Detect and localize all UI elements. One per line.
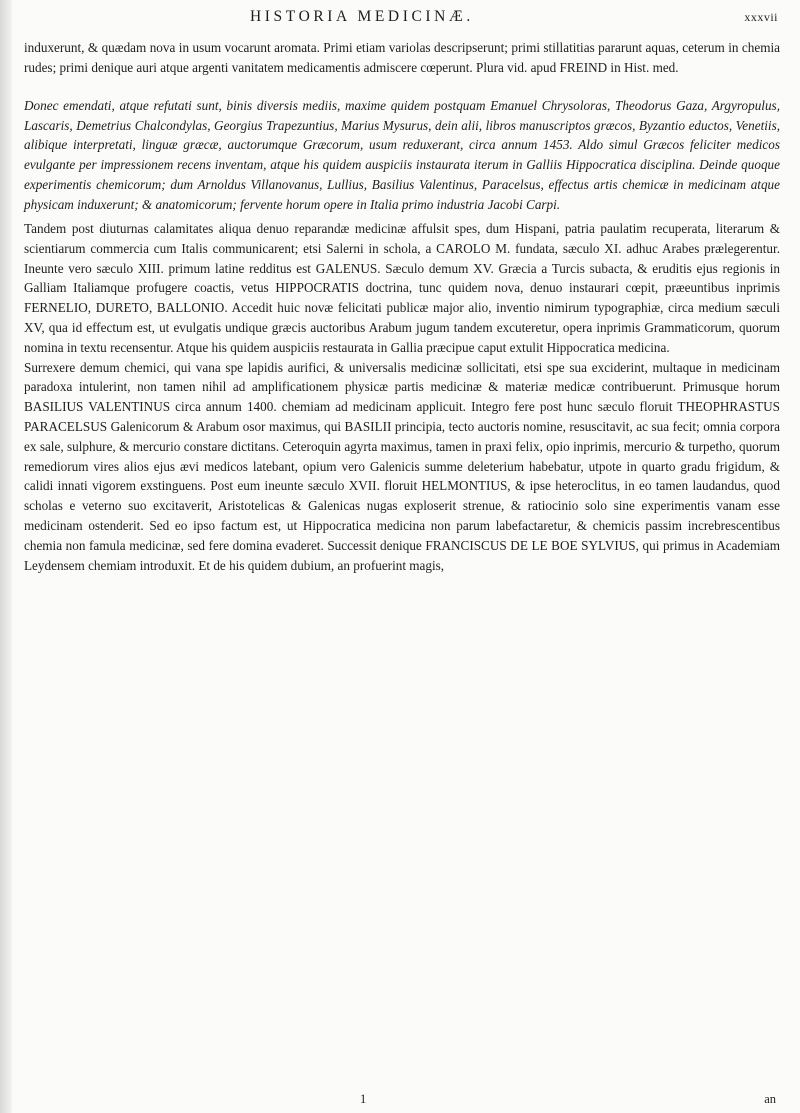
page-footer bbox=[0, 1092, 800, 1110]
page-number: xxxvii bbox=[744, 10, 778, 24]
catchword: an bbox=[764, 1092, 776, 1106]
paragraph-2-italic: Donec emendati, atque refutati sunt, binis diversis mediis, maxime quidem postquam Emanuel Chrysoloras, Theodorus Gaza, Argyropulus, Lascaris, Demetrius Chalcondylas, Georgius Trapezuntius, Marius Mysurus, dein alii, libros manuscriptos græcos, Byzantio eductos, Venetiis, alibique interpretati, linguæ græcæ, auctorumque Græcorum, usum reduxerant, circa annum 1453. Aldo simul Græcos feliciter medicos evulgante per impressionem recens inventam, atque his quidem auspiciis instaurata iterum in Galliis Hippocratica disciplina. Deinde quoque experimentis chemicorum; dum Arnoldus Villanovanus, Lullius, Basilius Valentinus, Paracelsus, effectus artis chemicæ in medicinam atque physicam induxerunt; & anatomicorum; fervente horum opere in Italia primo industria Jacobi Carpi. bbox=[24, 97, 780, 213]
signature-mark: 1 bbox=[360, 1092, 367, 1106]
running-title: HISTORIA MEDICINÆ. bbox=[250, 8, 474, 25]
paragraph-1: induxerunt, & quædam nova in usum vocarunt aromata. Primi etiam variolas descripserunt; primi stillatitias pararunt aquas, ceterum in chemia rudes; primi denique auri atque argenti vanitatem medicamentis admiscere cœperunt. Plura vid. apud FREIND in Hist. med. bbox=[24, 40, 780, 75]
running-head bbox=[0, 6, 800, 36]
body-text bbox=[24, 38, 780, 575]
page-gutter-shadow bbox=[0, 0, 12, 1113]
paragraph-4: Surrexere demum chemici, qui vana spe lapidis aurifici, & universalis medicinæ sollicitati, etsi spe sua exciderint, multaque in medicinam paradoxa intulerint, non tamen nihil ad amplificationem physicæ partis medicinæ & materiæ medicæ contribuerunt. Primusque horum BASILIUS VALENTINUS circa annum 1400. chemiam ad medicinam applicuit. Integro fere post hunc sæculo floruit THEOPHRASTUS PARACELSUS Galenicorum & Arabum osor maximus, qui BASILII principia, tecto auctoris nomine, resuscitavit, ac sua fecit; omnia corpora ex sale, sulphure, & mercurio constare dictitans. Ceteroquin agyrta maximus, tamen in praxi felix, opio inprimis, mercurio & turpetho, quorum remediorum vires alios ejus ævi medicos latebant, opium vero Galenicis summe deleterium habebatur, utpote in quarto gradu frigidum, & calidi innati vigorem exstinguens. Post eum ineunte sæculo XVII. floruit HELMONTIUS, & ipse heteroclitus, in eo tamen laudandus, quod scholas e veterno suo excitaverit, Aristotelicas & Galenicas nugas exploserit strenue, & ratiocinio solo sine experimentis vanam esse medicinam ostenderit. Sed eo ipso factum est, ut Hippocratica medicina non parum labefactaretur, & chemicis passim increbrescentibus chemia non famula medicinæ, sed fere domina evaderet. Successit denique FRANCISCUS DE LE BOE SYLVIUS, qui primus in Academiam Leydensem chemiam introduxit. Et de his quidem dubium, an profuerint magis, bbox=[24, 359, 780, 573]
paragraph-3: Tandem post diuturnas calamitates aliqua denuo reparandæ medicinæ affulsit spes, dum Hispani, patria paulatim recuperata, literarum & scientiarum commercia cum Italis communicarent; etsi Salerni in schola, a CAROLO M. fundata, sæculo XI. adhuc Arabes prælegerentur. Ineunte vero sæculo XIII. primum latine redditus est GALENUS. Sæculo demum XV. Græcia a Turcis subacta, & eruditis ejus regionis in Galliam Italiamque profugere coactis, vetus HIPPOCRATIS doctrina, tunc quidem nova, denuo instaurari cœpit, præeuntibus inprimis FERNELIO, DURETO, BALLONIO. Accedit huic novæ felicitati publicæ major alio, inventio nimirum typographiæ, circa medium sæculi XV, qua id effectum est, ut evulgatis undique græcis auctoribus Arabum jugum tandem excuteretur, opera inprimis Grammaticorum, quorum nomina in textu recensentur. Atque his quidem auspiciis restaurata in Gallia præcipue caput extulit Hippocratica medicina. bbox=[24, 221, 780, 355]
